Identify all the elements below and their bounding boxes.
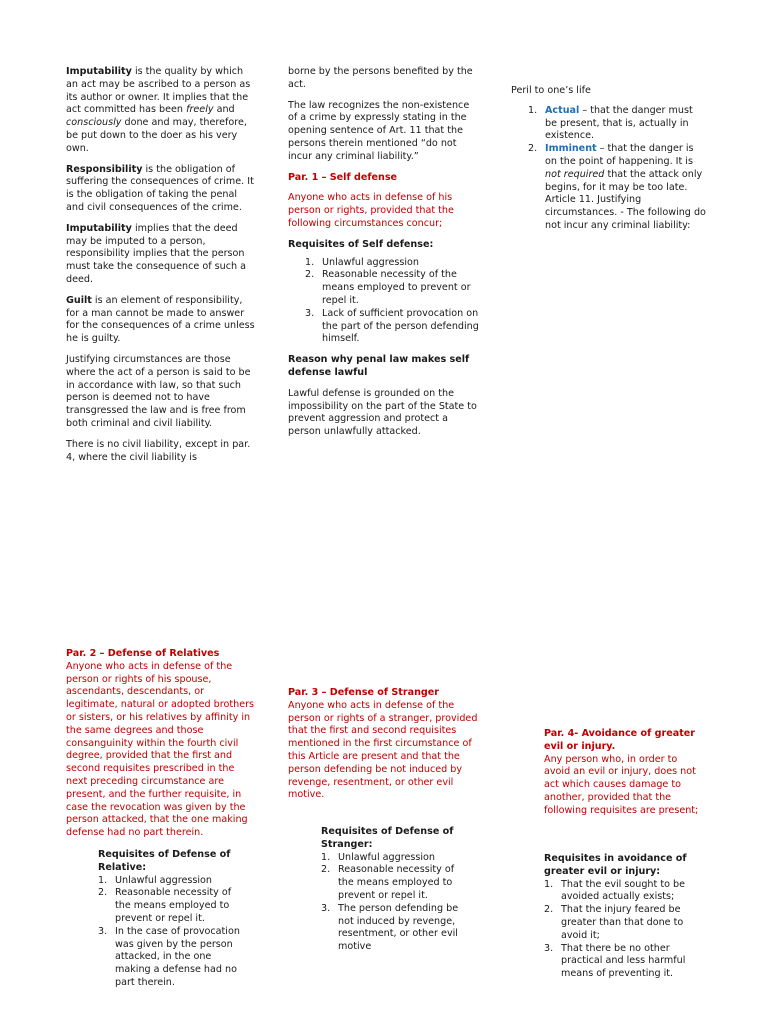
par2-requisites-list <box>98 875 248 990</box>
par2-requisites-heading: Requisites of Defense of Relative: <box>98 849 231 873</box>
self-defense-requisites-list <box>305 257 480 347</box>
list-item: 2. Reasonable necessity of the means employed to prevent or repel it. <box>321 864 455 901</box>
par3-requisites-list <box>321 852 471 954</box>
list-item: 1. Actual – that the danger must be present, that is, actually in existence. <box>528 104 693 142</box>
list-item: 2. That the injury feared be greater than that done to avoid it; <box>544 904 684 941</box>
par3-requisites-heading: Requisites of Defense of Stranger: <box>321 826 454 850</box>
list-item: 2. Reasonable necessity of the means employed to prevent or repel it. <box>98 887 232 924</box>
list-item: 3. In the case of provocation was given by the person attacked, in the one making a defense had no part therein. <box>98 925 240 988</box>
reason-heading: Reason why penal law makes self defense lawful <box>288 354 470 378</box>
par2-section <box>66 648 258 852</box>
par3-text: Anyone who acts in defense of the person or rights of a stranger, provided that the first and second requisites mentioned in the first circumstance of this Article are present and that the person defending be not induced by revenge, resentment, or other evil motive. <box>288 699 478 801</box>
article-11-text: Article 11. Justifying circumstances. - The following do not incur any criminal liability: <box>545 194 706 231</box>
par4-requisites <box>544 853 704 981</box>
column-1 <box>66 66 256 472</box>
list-item: 2. Imminent – that the danger is on the point of happening. It is not required that the attack only begins, for it may be too late. <box>528 143 703 193</box>
list-item: 1. Unlawful aggression <box>305 256 419 268</box>
peril-list <box>528 105 706 195</box>
list-item: 1. Unlawful aggression <box>321 851 435 863</box>
par2-heading: Par. 2 – Defense of Relatives <box>66 648 220 659</box>
guilt-paragraph: Guilt is an element of responsibility, for a man cannot be made to answer for the consequences of a crime unless he is guilty. <box>66 294 255 345</box>
par1-heading: Par. 1 – Self defense <box>288 171 398 183</box>
par2-requisites <box>98 849 248 990</box>
column-3 <box>511 85 706 241</box>
list-item: 1. That the evil sought to be avoided actually exists; <box>544 878 685 903</box>
list-item: 3. Lack of sufficient provocation on the part of the person defending himself. <box>305 307 479 345</box>
list-item: 3. That there be no other practical and less harmful means of preventing it. <box>544 942 686 980</box>
par3-requisites <box>321 826 471 954</box>
imputability-implies-paragraph: Imputability implies that the deed may be imputed to a person, responsibility implies that the person must take the consequence of such a deed. <box>66 222 246 285</box>
peril-text: Peril to one’s life <box>511 85 591 96</box>
par4-requisites-list <box>544 879 704 981</box>
list-item: 3. The person defending be not induced by revenge, resentment, or other evil motive <box>321 902 459 953</box>
borne-paragraph: borne by the persons benefited by the act. <box>288 66 473 90</box>
par4-text: Any person who, in order to avoid an evil or injury, does not act which causes damage to another, provided that the following requisites are present; <box>544 753 699 816</box>
responsibility-paragraph: Responsibility is the obligation of suffering the consequences of crime. It is the obligation of taking the penal and civil consequences of the crime. <box>66 163 254 213</box>
reason-text: Lawful defense is grounded on the impossibility on the part of the State to prevent aggression and protect a person unlawfully attacked. <box>288 387 477 438</box>
self-defense-requisites-heading: Requisites of Self defense: <box>288 238 434 250</box>
par3-heading: Par. 3 – Defense of Stranger <box>288 687 440 698</box>
law-recognizes-paragraph: The law recognizes the non-existence of a crime by expressly stating in the opening sentence of Art. 11 that the persons therein mentioned “do not incur any criminal liability.” <box>288 99 470 162</box>
par3-section <box>288 687 480 810</box>
column-2 <box>288 66 480 447</box>
par4-section <box>544 728 702 826</box>
par4-heading: Par. 4- Avoidance of greater evil or injury. <box>544 728 696 752</box>
justifying-circumstances-paragraph: Justifying circumstances are those where the act of a person is said to be in accordance with law, so that such person is deemed not to have transgressed the law and is free from both criminal and civil liability. <box>66 353 251 429</box>
imputability-paragraph: Imputability is the quality by which an act may be ascribed to a person as its author or owner. It implies that the act committed has been freely and consciously done and may, therefore, be put down to the doer as his very own. <box>66 66 251 154</box>
par1-text: Anyone who acts in defense of his person or rights, provided that the following circumstances concur; <box>288 192 454 229</box>
civil-liability-paragraph: There is no civil liability, except in par. 4, where the civil liability is <box>66 438 251 463</box>
list-item: 2. Reasonable necessity of the means employed to prevent or repel it. <box>305 269 471 306</box>
par4-requisites-heading: Requisites in avoidance of greater evil or injury: <box>544 853 687 877</box>
par2-text: Anyone who acts in defense of the person or rights of his spouse, ascendants, descendants, or legitimate, natural or adopted brothers or sisters, or his relatives by affinity in the same degrees and those consanguinity within the fourth civil degree, provided that the first and second requisites prescribed in the next preceding circumstance are present, and the further requisite, in case the revocation was given by the person attacked, that the one making defense had no part therein. <box>66 660 255 839</box>
list-item: 1. Unlawful aggression <box>98 874 212 886</box>
